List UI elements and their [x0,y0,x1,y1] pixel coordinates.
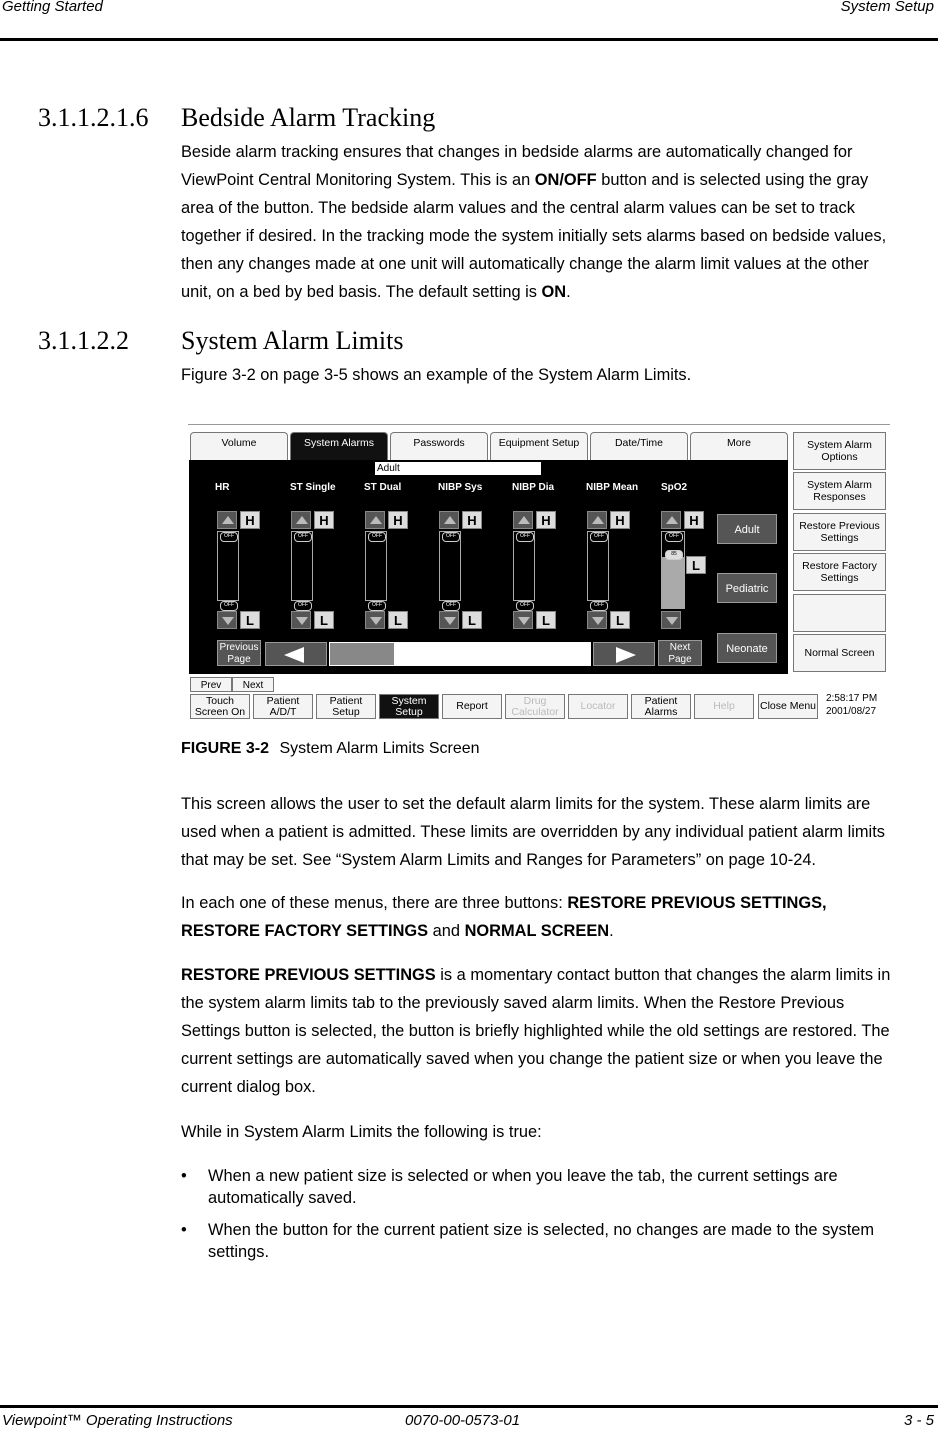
low-limit-button[interactable]: L [388,611,408,629]
param-label-nibp-mean: NIBP Mean [586,482,639,493]
system-alarm-options-button[interactable]: System Alarm Options [793,432,886,470]
system-setup-button[interactable]: System Setup [379,694,439,719]
arrow-left-icon [284,647,304,663]
system-alarm-limits-screenshot [188,424,890,721]
low-limit-button[interactable]: L [686,556,706,574]
paragraph-restore-previous: RESTORE PREVIOUS SETTINGS is a momentary contact button that changes the alarm limits in the system alarm limits tab to the previously saved alarm limits. When the Restore Previous Settings button is selected, the button is briefly highlighted while the old settings are restored. The current settings are automatically saved when you change the patient size or when you leave the current dialog box. [181,966,891,1096]
param-label-st-single: ST Single [290,482,336,493]
off-tag: OFF [294,601,312,611]
off-tag: OFF [516,532,534,542]
bullet-dot: • [181,1221,187,1239]
high-up-arrow-icon[interactable] [217,511,237,529]
off-tag: OFF [442,601,460,611]
tab-volume[interactable]: Volume [190,432,288,460]
low-down-arrow-icon[interactable] [439,611,459,629]
param-label-nibp-sys: NIBP Sys [438,482,483,493]
high-limit-button[interactable]: H [536,511,556,529]
report-button[interactable]: Report [442,694,502,719]
high-up-arrow-icon[interactable] [661,511,681,529]
top-border [188,424,890,428]
figure-title: System Alarm Limits Screen [279,740,480,757]
patient-size-field: Adult [375,462,541,475]
patient-alarms-button[interactable]: Patient Alarms [631,694,691,719]
scroll-right-button[interactable] [593,642,655,666]
high-limit-button[interactable]: H [684,511,704,529]
footer-left: Viewpoint™ Operating Instructions [2,1412,233,1429]
next-page-label: Next Page [668,642,692,665]
paragraph-three-buttons: In each one of these menus, there are three buttons: RESTORE PREVIOUS SETTINGS, RESTORE FACTORY SETTINGS and NORMAL SCREEN. [181,894,827,940]
tab-system-alarms[interactable]: System Alarms [290,432,388,460]
next-page-button[interactable] [658,640,702,666]
param-label-st-dual: ST Dual [364,482,402,493]
scroll-thumb[interactable] [330,643,394,665]
off-tag: OFF [368,601,386,611]
bullet-text: When the button for the current patient size is selected, no changes are made to the system settings. [208,1221,875,1261]
off-tag: OFF [516,601,534,611]
off-tag: OFF [220,601,238,611]
low-down-arrow-icon[interactable] [661,611,681,629]
high-limit-button[interactable]: H [462,511,482,529]
footer-center: 0070-00-0573-01 [405,1412,521,1429]
adult-button[interactable]: Adult [717,514,777,544]
high-limit-button[interactable]: H [610,511,630,529]
drug-calculator-button[interactable]: Drug Calculator [505,694,565,719]
close-menu-button[interactable]: Close Menu [758,694,818,719]
high-up-arrow-icon[interactable] [439,511,459,529]
patient-adt-button[interactable]: Patient A/D/T [253,694,313,719]
prev-button[interactable]: Prev [190,677,232,692]
high-up-arrow-icon[interactable] [587,511,607,529]
section-number: 3.1.1.2.2 [38,326,129,355]
restore-previous-settings-button[interactable]: Restore Previous Settings [793,513,886,551]
low-down-arrow-icon[interactable] [513,611,533,629]
low-down-arrow-icon[interactable] [291,611,311,629]
paragraph-screen-description: This screen allows the user to set the default alarm limits for the system. These alarm limits are used when a patient is admitted. These limits are overridden by any individual patient alarm limits that may be set. See “System Alarm Limits and Ranges for Parameters” on page 10-24. [181,795,885,869]
previous-page-button[interactable] [217,640,261,666]
clock-time: 2:58:17 PM [826,693,878,704]
section-number: 3.1.1.2.1.6 [38,103,149,132]
low-limit-button[interactable]: L [240,611,260,629]
tab-date-time[interactable]: Date/Time [590,432,688,460]
pediatric-button[interactable]: Pediatric [717,573,777,603]
high-limit-button[interactable]: H [388,511,408,529]
off-tag: OFF [294,532,312,542]
running-header-right: System Setup [840,0,934,15]
scroll-left-button[interactable] [265,642,327,666]
running-header-left: Getting Started [2,0,103,15]
figure-label: FIGURE 3-2 [181,740,270,757]
tab-passwords[interactable]: Passwords [390,432,488,460]
bullet-dot: • [181,1167,187,1185]
tab-equipment-setup[interactable]: Equipment Setup [490,432,588,460]
bullet-text: When a new patient size is selected or when you leave the tab, the current settings are automatically saved. [208,1167,838,1207]
arrow-right-icon [616,647,636,663]
touch-screen-button[interactable]: Touch Screen On [190,694,250,719]
low-limit-button[interactable]: L [610,611,630,629]
off-tag: OFF [368,532,386,542]
footer-page-number: 3 - 5 [903,1412,934,1429]
off-tag: OFF [590,601,608,611]
figure-caption [181,740,480,758]
off-tag: OFF [220,532,238,542]
high-up-arrow-icon[interactable] [513,511,533,529]
header-rule [0,38,938,41]
next-button[interactable]: Next [232,677,274,692]
alarm-limits-panel [189,460,788,674]
neonate-button[interactable]: Neonate [717,633,777,663]
footer-rule [0,1405,938,1408]
clock-date: 2001/08/27 [826,706,877,717]
restore-factory-settings-button[interactable]: Restore Factory Settings [793,553,886,591]
previous-page-label: Previous Page [219,642,259,665]
blank-button[interactable] [793,594,886,632]
section-title: System Alarm Limits [181,326,404,355]
param-label-nibp-dia: NIBP Dia [512,482,555,493]
low-down-arrow-icon[interactable] [217,611,237,629]
low-limit-button[interactable]: L [314,611,334,629]
high-up-arrow-icon[interactable] [365,511,385,529]
off-tag: OFF [665,532,683,542]
help-button[interactable]: Help [694,694,754,719]
spo2-low-fill [662,557,684,608]
paragraph-figure-ref: Figure 3-2 on page 3-5 shows an example of the System Alarm Limits. [181,366,692,384]
low-down-arrow-icon[interactable] [587,611,607,629]
param-label-spo2: SpO2 [661,482,688,493]
spo2-low-value: 85 [665,550,683,560]
section-title: Bedside Alarm Tracking [181,103,436,132]
high-limit-button[interactable]: H [314,511,334,529]
off-tag: OFF [442,532,460,542]
param-label-hr: HR [215,482,230,493]
high-up-arrow-icon[interactable] [291,511,311,529]
locator-button[interactable]: Locator [568,694,628,719]
paragraph-following-true: While in System Alarm Limits the following is true: [181,1123,542,1141]
high-limit-button[interactable]: H [240,511,260,529]
paragraph-bedside-tracking: Beside alarm tracking ensures that changes in bedside alarms are automatically changed for ViewPoint Central Monitoring System. This is an ON/OFF button and is selected using the gray area of the button. The bedside alarm values and the central alarm values can be set to track together if desired. In the tracking mode the system initially sets alarms based on bedside values, then any changes made at one unit will automatically change the alarm limit values at the other unit, on a bed by bed basis. The default setting is ON. [181,143,887,301]
normal-screen-button[interactable]: Normal Screen [793,634,886,672]
patient-setup-button[interactable]: Patient Setup [316,694,376,719]
off-tag: OFF [590,532,608,542]
tab-more[interactable]: More [690,432,788,460]
low-limit-button[interactable]: L [462,611,482,629]
low-limit-button[interactable]: L [536,611,556,629]
low-down-arrow-icon[interactable] [365,611,385,629]
system-alarm-responses-button[interactable]: System Alarm Responses [793,472,886,510]
